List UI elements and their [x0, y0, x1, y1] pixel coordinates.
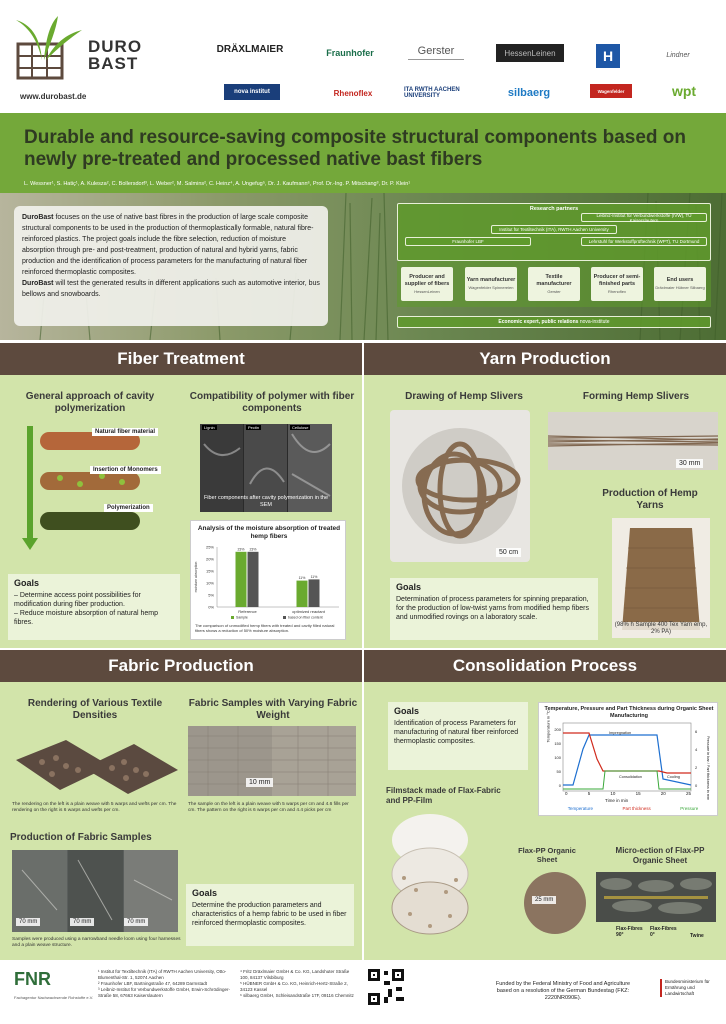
render-title: Rendering of Various Textile Densities — [27, 698, 163, 721]
moisture-data-label: 11% — [310, 574, 318, 579]
qr-code[interactable] — [366, 967, 406, 1007]
moisture-category-label: Reference — [238, 609, 257, 614]
fiber-goals — [8, 574, 180, 640]
consolidation-heading: Consolidation Process — [364, 650, 726, 682]
moisture-ytick: 5% — [208, 592, 214, 598]
intro-paragraph-1 — [22, 212, 320, 278]
sem-label-cellulose: Cellulose — [292, 425, 309, 430]
spool-caption: (98% h Sample 400 Tex Yarn emp, 2% PA) — [612, 622, 710, 636]
ytick-150: 150 — [554, 741, 561, 746]
footnote-4: ⁴ Fritz Dräxlmaier GmbH & Co. KG, Landshuter Straße 100, 84137 Vilsbiburg — [240, 969, 350, 980]
brand-line-2: BAST — [88, 54, 139, 73]
phase-cooling: Cooling — [667, 775, 680, 779]
cavity-title: General approach of cavity polymerization — [25, 391, 155, 414]
loom-scale-3: 70 mm — [124, 918, 148, 926]
yarn-goals-text: Determination of process parameters for spinning preparation, for the production of low-twist yarns from modified hemp fibers and unmodified rovings on a laboratory scale. — [396, 596, 589, 621]
chain-step-1 — [401, 267, 453, 301]
yarn-goals — [390, 578, 598, 640]
chain-step-2-sub: Wagenfelder Spinnereien — [468, 285, 514, 290]
process-legend — [553, 806, 713, 811]
research-partner-ita: Institut für Textiltechnik (ITA), RWTH Aachen University — [491, 225, 617, 234]
label-insertion-monomers: Insertion of Monomers — [90, 466, 161, 474]
loom-scale-2: 70 mm — [70, 918, 94, 926]
website-url[interactable]: www.durobast.de — [20, 92, 87, 101]
ministry-logo: Bundesministerium für Ernährung und Landwirtschaft — [660, 979, 720, 997]
moisture-chart-title: Analysis of the moisture absorption of treated hemp fibers — [197, 525, 341, 540]
phase-consolidation: Consolidation — [619, 775, 643, 779]
consolidation-goals-text: Identification of process Parameters for manufacturing of natural fiber reinforced thermoplastic composites. — [394, 720, 519, 745]
partner-logo-wpt: wpt — [671, 83, 697, 99]
process-xticks — [565, 791, 691, 796]
fabric-production-title: Production of Fabric Samples — [10, 832, 152, 843]
scale-50cm: 50 cm — [496, 548, 521, 557]
render-caption: The rendering on the left is a plain weave with 5 warps and wefts per cm. The rendering on the right is 6 warps and wefts per cm. — [12, 802, 177, 813]
moisture-data-label: 23% — [249, 547, 257, 552]
chain-step-2-title: Yarn manufacturer — [466, 277, 516, 283]
footnote-2: ² Fraunhofer LBF, Bartningstraße 47, 64289 Darmstadt — [98, 981, 208, 986]
chain-step-5-sub: Dräxlmaier Hübner Silbaerg — [655, 285, 705, 290]
intro-paragraph-2 — [22, 278, 320, 300]
xtick-25: 25 — [685, 791, 691, 796]
moisture-bar — [309, 579, 320, 607]
micro-section-title: Micro-ection of Flax-PP Organic Sheet — [615, 846, 705, 865]
partner-logo-draexlmaier: DRÄXLMAIER — [216, 43, 284, 55]
consolidation-goals — [388, 702, 528, 770]
chain-step-3-sub: Gerster — [547, 288, 561, 294]
chain-step-3-title: Textile manufacturer — [536, 273, 572, 287]
forming-title: Forming Hemp Slivers — [582, 391, 690, 402]
moisture-chart-card — [190, 520, 346, 640]
fabric-goals-text: Determine the production parameters and characteristics of a hemp fabric to be used in fiber reinforced thermoplastic composites. — [192, 902, 347, 927]
y2tick-0: 0 — [695, 783, 698, 788]
moisture-legend-swatch — [283, 616, 286, 619]
process-y-label: Temperature in °C — [545, 710, 551, 743]
fabric-samples-caption: The sample on the left is a plain weave with 5 warps per cm and 4.6 fills per cm. The pattern on the right is 6 warps per cm and 4.4 picks per cm — [188, 802, 349, 813]
moisture-bar — [248, 552, 259, 607]
partner-logo-gerster: Gerster — [408, 42, 464, 60]
loom-scale-1: 70 mm — [16, 918, 40, 926]
organic-sheet-title: Flax-PP Organic Sheet — [518, 846, 576, 864]
scale-30mm: 30 mm — [676, 459, 703, 468]
sem-label-lignin: Lignin — [204, 425, 215, 430]
chain-step-4-title: Producer of semi-finished parts — [593, 273, 641, 287]
moisture-y-label: moisture absorption — [194, 561, 198, 593]
chain-step-4 — [591, 267, 643, 301]
moisture-legend-label: based on fiber content — [288, 615, 323, 620]
ytick-200: 200 — [554, 727, 561, 732]
cavity-illustration — [20, 422, 172, 552]
partner-logo-wagenfelder: Wagenfelder — [590, 84, 632, 98]
legend-temperature: Temperature — [567, 806, 593, 811]
legend-pressure: Pressure — [680, 806, 699, 811]
xtick-0: 0 — [565, 791, 568, 796]
fiber-goal-1: – Determine access point possibilities for modification during fiber production. — [14, 592, 141, 608]
intro-strong-2: DuroBast — [22, 280, 54, 287]
partner-logo-nova: nova institut — [224, 84, 280, 100]
moisture-chart — [191, 543, 347, 621]
fiber-goal-2: – Reduce moisture absorption of natural hemp fibres. — [14, 610, 158, 626]
moisture-legend-label: Sample — [236, 615, 248, 620]
process-yticks — [549, 723, 561, 793]
chain-step-5-title: End users — [666, 277, 694, 283]
intro-text-1: focuses on the use of native bast fibres in the production of large scale composite structural components to be used in the production of thermoplastically formable, natural fibre-reinforced plastics. The project goals include the fibre selection, reduction of moisture absorption through pre- and post-treatment, production of natural and hybrid yarns, fabric production and the identification of process parameters for the manufacturing of natural fiber reinforced thermoplastic composites. — [22, 214, 314, 276]
sem-caption: Fiber components after cavity polymerization in the SEM — [203, 495, 329, 508]
xtick-5: 5 — [587, 791, 591, 796]
moisture-caption: The comparison of unmodified hemp fibers with treated and cavity filled natural fibers shows a reduction of 50% moisture absorption. — [195, 623, 335, 633]
micro-label-90: Flax-Fibres 90° — [616, 926, 643, 938]
xtick-20: 20 — [660, 791, 666, 796]
micro-section-photo — [596, 872, 716, 922]
hemp-yarn-title: Production of Hemp Yarns — [602, 488, 698, 511]
fiber-goal-1-text: Determine access point possibilities for modification during fiber production. — [14, 592, 141, 608]
economic-expert-bar — [397, 316, 711, 328]
chain-step-4-sub: Rhenoflex — [607, 288, 626, 294]
label-natural-fiber: Natural fiber material — [92, 428, 158, 436]
moisture-ytick: 10% — [205, 580, 214, 586]
chain-step-5 — [654, 267, 706, 301]
chain-step-3 — [528, 267, 580, 301]
yarn-production-heading: Yarn Production — [364, 343, 726, 375]
process-y2-label: Pressure in bar / Part thickness in mm — [706, 736, 710, 801]
footer — [0, 961, 726, 1024]
drawing-title: Drawing of Hemp Slivers — [405, 391, 523, 402]
footnote-5: ⁵ HÜBNER GmbH & Co. KG, Heinrich-Hertz-Straße 2, 34123 Kassel — [240, 981, 348, 992]
intro-strong-1: DuroBast — [22, 214, 54, 221]
moisture-data-label: 23% — [237, 547, 245, 552]
intro-text-2: will test the generated results in different applications such as automotive interior, bus bellows and snowboards. — [22, 280, 320, 298]
fabric-goals-title: Goals — [192, 888, 218, 898]
fiber-goal-2-text: Reduce moisture absorption of natural hemp fibres. — [14, 610, 158, 626]
fiber-goals-title: Goals — [14, 578, 40, 588]
filmstack-title: Filmstack made of Flax-Fabric and PP-Film — [386, 786, 501, 805]
moisture-category-label: optimized reactant — [292, 609, 325, 614]
y2tick-6: 6 — [695, 729, 698, 734]
brand-name — [88, 38, 142, 72]
research-partner-wpt: Lehrstuhl für Werkstoffprüftechnik (WPT), TU Dortmund — [581, 237, 707, 246]
fabric-samples-title: Fabric Samples with Varying Fabric Weight — [188, 698, 358, 721]
moisture-bar — [297, 581, 308, 607]
compat-title: Compatibility of polymer with fiber components — [189, 391, 355, 414]
process-chart-title: Temperature, Pressure and Part Thickness during Organic Sheet Manufacturing — [544, 706, 714, 719]
ytick-0: 0 — [558, 783, 561, 788]
micro-label-0: Flax-Fibres 0° — [650, 926, 677, 938]
fnr-subtitle: Fachagentur Nachwachsende Rohstoffe e.V. — [14, 995, 94, 1000]
research-partners-box: Research partners — [397, 203, 711, 261]
label-polymerization: Polymerization — [104, 504, 153, 512]
filmstack-photo — [390, 810, 470, 950]
scale-10mm: 10 mm — [246, 778, 273, 787]
research-partner-lbf: Fraunhofer LBF — [405, 237, 531, 246]
xtick-15: 15 — [635, 791, 641, 796]
process-x-label: Time in min — [605, 798, 629, 803]
sem-label-pectin: Pectin — [248, 425, 260, 430]
phase-impregnation: Impregnation — [609, 731, 632, 735]
micro-label-twine: Twine — [690, 933, 704, 939]
yarn-goals-title: Goals — [396, 582, 422, 592]
partner-logo-lindner: Lindner — [666, 51, 690, 59]
moisture-ytick: 25% — [205, 544, 214, 550]
partner-logo-rhenoflex: Rhenoflex — [333, 88, 373, 98]
fiber-treatment-heading: Fiber Treatment — [0, 343, 362, 375]
weave-rendering — [12, 730, 180, 798]
partner-logo-huebner: H — [596, 44, 620, 68]
moisture-ytick: 20% — [205, 556, 214, 562]
economic-label: Economic expert, public relations — [498, 319, 579, 325]
moisture-bar — [236, 552, 247, 607]
ytick-50: 50 — [556, 769, 561, 774]
hemp-leaf-icon — [12, 14, 84, 84]
partner-diagram — [397, 203, 711, 328]
footnote-1: ¹ Institut für Textiltechnik (ITA) of RWTH Aachen University, Otto-Blumenthal-Str. 1, 52074 Aachen — [98, 969, 227, 980]
loom-caption: Samples were produced using a narrowband needle loom using four harnesses and a plain weave structure. — [12, 937, 181, 948]
partner-logo-silbaerg: silbaerg — [507, 87, 551, 99]
y2tick-2: 2 — [695, 765, 698, 770]
chain-step-1-sub: HessenLeinen — [414, 288, 440, 294]
process-y2ticks — [695, 723, 703, 795]
moisture-data-label: 11% — [298, 576, 306, 581]
consolidation-goals-title: Goals — [394, 706, 420, 716]
funding-note: Funded by the Federal Ministry of Food and Agriculture based on a resolution of the German Bundestag (FKZ: 2220NR090E). — [495, 981, 631, 1001]
process-chart-card — [538, 702, 718, 816]
moisture-ytick: 0% — [208, 604, 214, 610]
legend-part-thickness: Part thickness — [622, 806, 651, 811]
partner-logo-fraunhofer: Fraunhofer — [326, 48, 374, 58]
sheet-scale: 25 mm — [532, 896, 556, 904]
project-intro — [14, 206, 328, 326]
y2tick-4: 4 — [695, 747, 698, 752]
chain-step-1-title: Producer and supplier of fibers — [404, 273, 450, 287]
xtick-10: 10 — [610, 791, 616, 796]
brand-line-1: DURO — [88, 37, 143, 56]
ytick-100: 100 — [554, 755, 561, 760]
partner-logo-ita-rwth: ITA RWTH AACHEN UNIVERSITY — [404, 87, 460, 99]
fabric-production-heading: Fabric Production — [0, 650, 362, 682]
fabric-goals — [186, 884, 354, 946]
poster-title: Durable and resource-saving composite structural components based on newly pre-treated and processed native bast fibers — [24, 127, 686, 170]
research-partner-ivw: Leibniz-Institut für Verbundwerkstoffe (IVW), TU Kaiserslautern — [581, 213, 707, 222]
hemp-slivers-photo — [390, 410, 530, 562]
chain-step-2 — [465, 267, 517, 301]
economic-sub: nova-institute — [579, 319, 610, 325]
author-list: L. Wessner¹, S. Hatiç¹, A. Kulesza², C. Bollersdorf³, L. Weber², M. Salmins², C. Heinz⁴, A. Ungefug⁵, Dr. J. Kaufmann⁶, Prof. Dr.-Ing. P. Mitschang³, Dr. P. Klein¹ — [24, 181, 411, 187]
moisture-legend-swatch — [231, 616, 234, 619]
footnotes-col-2 — [240, 969, 356, 999]
footnotes-col-1 — [98, 969, 232, 999]
footnote-6: ⁶ silbaerg GmbH, Schleisandstraße 17F, 09116 Chemnitz — [240, 993, 354, 998]
moisture-ytick: 15% — [205, 568, 214, 574]
footnote-3: ³ Leibniz-Institut für Verbundwerkstoffe GmbH, Erwin-Schrödinger-Straße 58, 67663 Kaiserslautern — [98, 987, 230, 998]
yarn-spool-photo — [612, 518, 710, 638]
partner-logo-hessenleinen: HessenLeinen — [496, 44, 564, 62]
fnr-logo: FNR — [14, 969, 51, 989]
